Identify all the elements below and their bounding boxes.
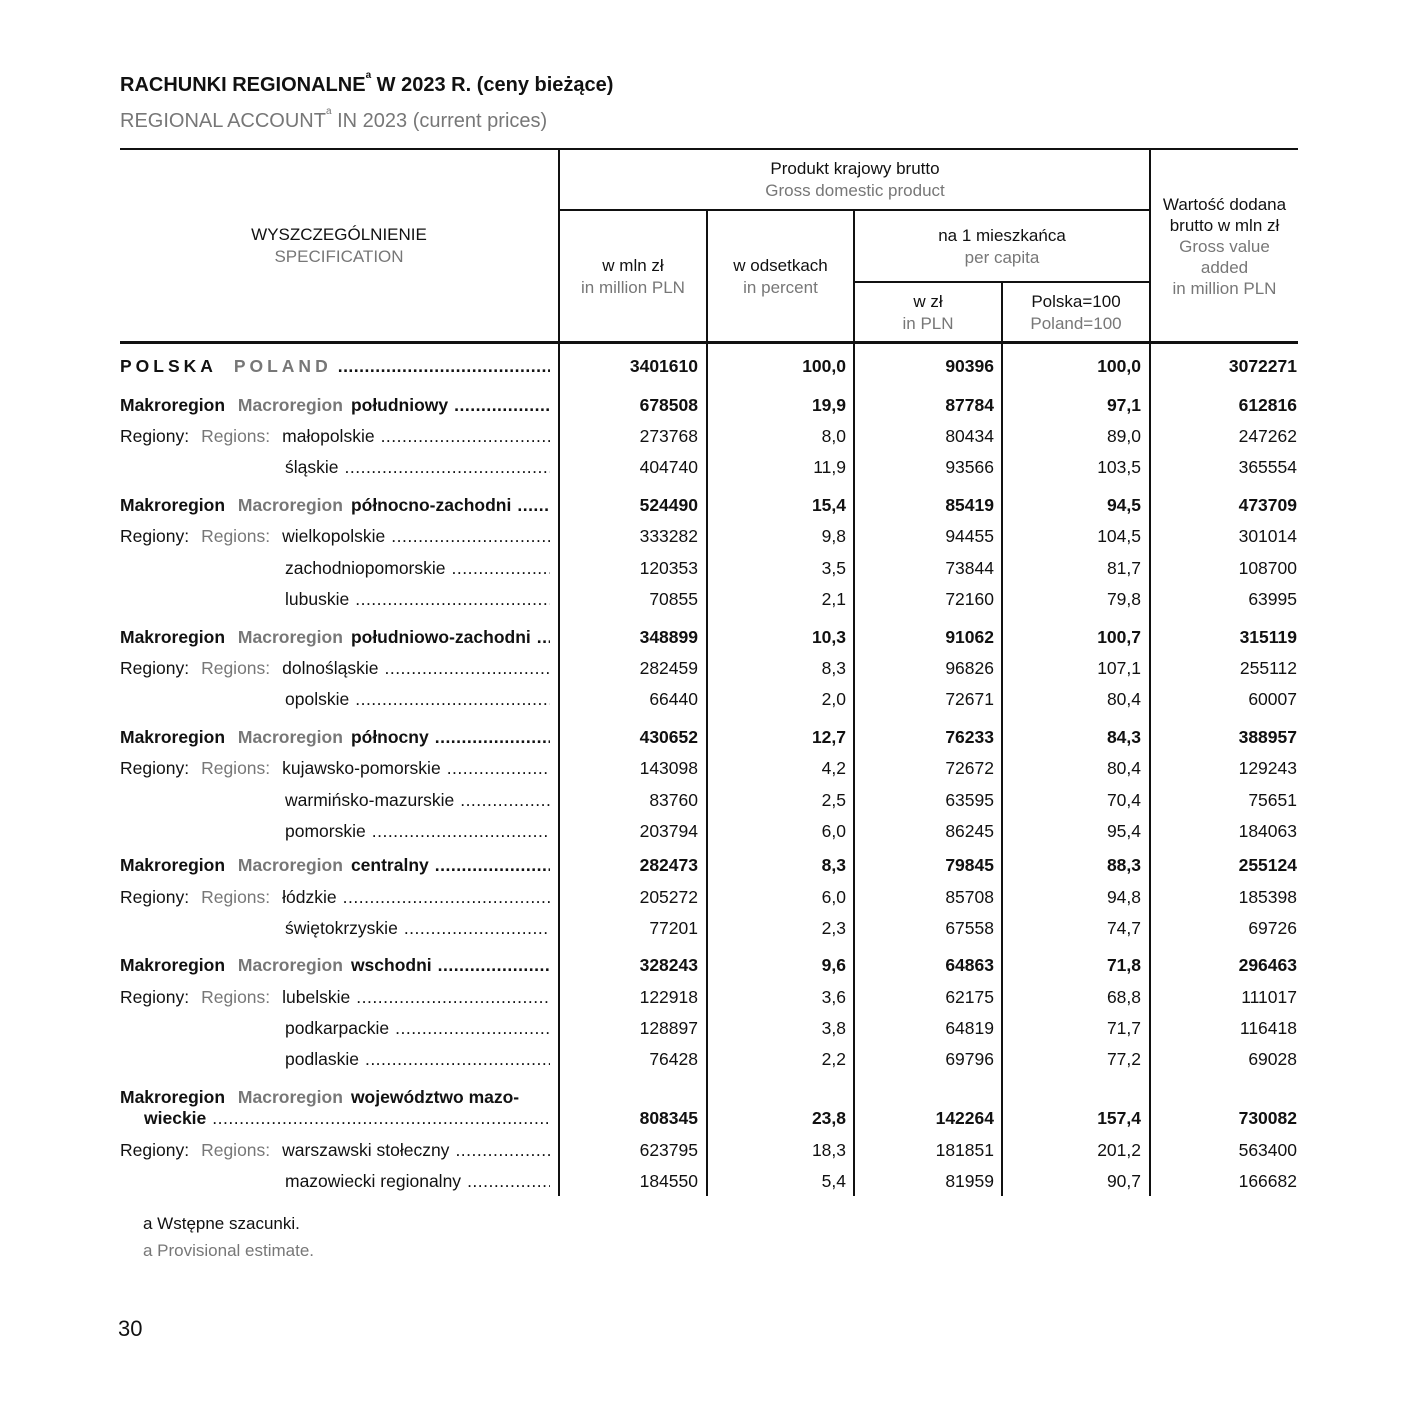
row-label (120, 689, 550, 710)
row-label-text (120, 821, 366, 842)
header-index: Polska=100 Poland=100 (1030, 292, 1122, 333)
region-name: południowo-zachodni (350, 627, 531, 647)
cell-value: 71,8 (1106, 955, 1141, 975)
label-polish: Regiony: (120, 758, 190, 778)
cell-value: 62175 (945, 987, 994, 1007)
label-english: Macroregion (237, 855, 343, 875)
cell-value: 66440 (649, 689, 698, 709)
leader-dots (381, 426, 550, 447)
label-english: Macroregion (237, 627, 343, 647)
row-label-text (120, 1171, 461, 1192)
cell-value: 623795 (639, 1140, 698, 1160)
footnote-english: a Provisional estimate. (143, 1241, 315, 1260)
cell-value: 10,3 (811, 627, 846, 647)
leader-dots (345, 457, 551, 478)
cell-value: 67558 (945, 918, 994, 938)
table-row (120, 821, 1298, 845)
table-row (120, 689, 1298, 713)
cell-value: 612816 (1238, 395, 1297, 415)
cell-value: 72672 (945, 758, 994, 778)
label-polish: Makroregion (120, 627, 226, 647)
region-name: centralny (350, 855, 429, 875)
cell-value: 64819 (945, 1018, 994, 1038)
cell-value: 143098 (639, 758, 698, 778)
table-row (120, 395, 1298, 419)
cell-value: 18,3 (811, 1140, 846, 1160)
table-row (120, 426, 1298, 450)
cell-value: 9,6 (821, 955, 846, 975)
label-polish: Makroregion (120, 855, 226, 875)
label-polish: Regiony: (120, 658, 190, 678)
row-label (120, 1018, 550, 1039)
leader-dots (452, 558, 550, 579)
leader-dots (372, 821, 550, 842)
cell-value: 255112 (1239, 658, 1297, 678)
region-name: zachodniopomorskie (285, 558, 446, 578)
cell-value: 93566 (945, 457, 994, 477)
row-label (120, 855, 550, 876)
table-row (120, 855, 1298, 879)
leader-dots (355, 689, 550, 710)
cell-value: 296463 (1238, 955, 1297, 975)
leader-dots (438, 955, 550, 976)
cell-value: 80434 (945, 426, 994, 446)
leader-dots (404, 918, 550, 939)
leader-dots (517, 495, 550, 516)
row-label-text (120, 790, 454, 811)
cell-value: 2,2 (821, 1049, 846, 1069)
cell-value: 96826 (945, 658, 994, 678)
region-name: północno-zachodni (350, 495, 512, 515)
label-english: Regions: (201, 526, 271, 546)
cell-value: 85419 (945, 495, 994, 515)
row-label-text (120, 356, 332, 377)
cell-value: 9,8 (821, 526, 846, 546)
label-polish: Makroregion (120, 955, 226, 975)
cell-value: 63995 (1248, 589, 1297, 609)
row-label (120, 887, 550, 908)
cell-value: 80,4 (1106, 758, 1141, 778)
header-pln: w zł in PLN (902, 292, 954, 333)
cell-value: 8,3 (821, 855, 846, 875)
row-label (120, 356, 550, 377)
row-label (120, 727, 550, 748)
cell-value: 111017 (1241, 987, 1297, 1007)
label-english: Macroregion (237, 955, 343, 975)
cell-value: 70,4 (1106, 790, 1141, 810)
row-label-text (120, 558, 446, 579)
header-gva: Wartość dodana brutto w mln zł Gross value added in million PLN (1162, 195, 1287, 298)
region-name: podlaskie (285, 1049, 359, 1069)
region-name: małopolskie (282, 426, 375, 446)
table-row (120, 1140, 1298, 1164)
leader-dots (435, 855, 550, 876)
leader-dots (467, 1171, 550, 1192)
cell-value: 328243 (639, 955, 698, 975)
region-name-continuation: wieckie (144, 1108, 207, 1128)
cell-value: 563400 (1238, 1140, 1297, 1160)
row-label (120, 495, 550, 516)
cell-value: 104,5 (1097, 526, 1141, 546)
row-label (120, 790, 550, 811)
leader-dots (454, 395, 550, 416)
cell-value: 103,5 (1097, 457, 1141, 477)
table-row (120, 790, 1298, 814)
region-name: łódzkie (282, 887, 337, 907)
row-label (120, 395, 550, 416)
table-row (120, 526, 1298, 550)
row-label (120, 589, 550, 610)
cell-value: 19,9 (811, 395, 846, 415)
cell-value: 64863 (945, 955, 994, 975)
label-polish: Regiony: (120, 1140, 190, 1160)
region-name: mazowiecki regionalny (285, 1171, 462, 1191)
cell-value: 333282 (639, 526, 698, 546)
cell-value: 157,4 (1097, 1108, 1141, 1128)
leader-dots (365, 1049, 550, 1070)
row-label (120, 1140, 550, 1161)
row-label-text (120, 526, 385, 547)
header-gdp: Produkt krajowy brutto Gross domestic product (765, 159, 945, 200)
region-name: opolskie (285, 689, 350, 709)
region-name: województwo mazo- (350, 1087, 520, 1107)
region-name: warszawski stołeczny (282, 1140, 450, 1160)
cell-value: 90,7 (1106, 1171, 1141, 1191)
header-bottom-rule (120, 341, 1298, 344)
cell-value: 60007 (1248, 689, 1297, 709)
label-english: Regions: (201, 1140, 271, 1160)
cell-value: 184550 (639, 1171, 698, 1191)
title-polish: RACHUNKI REGIONALNE$^a$ W 2023 R. (ceny bieżące) (120, 70, 614, 96)
cell-value: 120353 (639, 558, 698, 578)
label-polish: Makroregion (120, 395, 226, 415)
cell-value: 181851 (935, 1140, 994, 1160)
title-english: REGIONAL ACCOUNT$^a$ IN 2023 (current prices) (120, 106, 548, 132)
cell-value: 282459 (639, 658, 698, 678)
table-row (120, 457, 1298, 481)
region-name: kujawsko-pomorskie (282, 758, 441, 778)
row-label (120, 955, 550, 976)
row-label-text (120, 627, 531, 648)
cell-value: 81,7 (1106, 558, 1141, 578)
cell-value: 473709 (1238, 495, 1297, 515)
label-english: Macroregion (237, 395, 343, 415)
row-label (120, 1171, 550, 1192)
cell-value: 678508 (639, 395, 698, 415)
cell-value: 4,2 (821, 758, 846, 778)
row-label-text (120, 658, 378, 679)
cell-value: 808345 (639, 1108, 698, 1128)
cell-value: 730082 (1238, 1108, 1297, 1128)
cell-value: 3072271 (1228, 356, 1297, 376)
region-name: południowy (350, 395, 449, 415)
cell-value: 84,3 (1106, 727, 1141, 747)
header-percent: w odsetkach in percent (733, 256, 828, 297)
row-label (120, 627, 550, 648)
leader-dots (447, 758, 550, 779)
cell-value: 100,0 (1097, 356, 1141, 376)
region-name: północny (350, 727, 429, 747)
row-label-text (120, 495, 511, 516)
table-row (120, 1049, 1298, 1073)
cell-value: 348899 (639, 627, 698, 647)
cell-value: 100,7 (1097, 627, 1141, 647)
table-top-rule (120, 148, 1298, 150)
row-label-text (120, 887, 337, 908)
label-english: Regions: (201, 987, 271, 1007)
cell-value: 108700 (1238, 558, 1297, 578)
cell-value: 107,1 (1097, 658, 1141, 678)
header-per-capita: na 1 mieszkańca per capita (938, 226, 1066, 267)
label-polish: POLSKA (120, 356, 217, 376)
cell-value: 255124 (1238, 855, 1297, 875)
region-name: dolnośląskie (282, 658, 379, 678)
row-label-text (120, 1018, 389, 1039)
row-label-text (120, 955, 432, 976)
leader-dots (460, 790, 550, 811)
cell-value: 81959 (945, 1171, 994, 1191)
cell-value: 8,3 (821, 658, 846, 678)
cell-value: 524490 (639, 495, 698, 515)
cell-value: 85708 (945, 887, 994, 907)
table-row (120, 1087, 1298, 1132)
cell-value: 72160 (945, 589, 994, 609)
cell-value: 2,0 (821, 689, 846, 709)
cell-value: 73844 (945, 558, 994, 578)
row-label-text (120, 1087, 519, 1108)
label-polish: Regiony: (120, 887, 190, 907)
region-name: świętokrzyskie (285, 918, 398, 938)
row-label-text (120, 987, 350, 1008)
cell-value: 100,0 (802, 356, 846, 376)
leader-dots (212, 1108, 550, 1129)
cell-value: 86245 (945, 821, 994, 841)
cell-value: 201,2 (1097, 1140, 1141, 1160)
row-label (120, 426, 550, 447)
row-label (120, 987, 550, 1008)
label-english: POLAND (233, 356, 332, 376)
label-english: Macroregion (237, 495, 343, 515)
region-name: pomorskie (285, 821, 366, 841)
table-row (120, 987, 1298, 1011)
table-row (120, 918, 1298, 942)
cell-value: 282473 (639, 855, 698, 875)
cell-value: 63595 (945, 790, 994, 810)
row-label-text (120, 689, 349, 710)
row-label-text (120, 918, 398, 939)
label-polish: Regiony: (120, 426, 190, 446)
cell-value: 129243 (1238, 758, 1297, 778)
cell-value: 116418 (1239, 1018, 1297, 1038)
cell-value: 77,2 (1106, 1049, 1141, 1069)
label-polish: Makroregion (120, 495, 226, 515)
cell-value: 122918 (639, 987, 698, 1007)
label-english: Regions: (201, 887, 271, 907)
row-label-text (120, 589, 349, 610)
cell-value: 15,4 (811, 495, 846, 515)
cell-value: 68,8 (1106, 987, 1141, 1007)
cell-value: 184063 (1238, 821, 1297, 841)
row-label (120, 918, 550, 939)
region-name: wielkopolskie (282, 526, 386, 546)
table-row (120, 1171, 1298, 1195)
cell-value: 3401610 (629, 356, 698, 376)
cell-value: 2,1 (821, 589, 846, 609)
cell-value: 23,8 (811, 1108, 846, 1128)
cell-value: 5,4 (821, 1171, 846, 1191)
table-row (120, 727, 1298, 751)
cell-value: 80,4 (1106, 689, 1141, 709)
cell-value: 79845 (945, 855, 994, 875)
cell-value: 95,4 (1106, 821, 1141, 841)
cell-value: 69726 (1248, 918, 1297, 938)
label-english: Regions: (201, 758, 271, 778)
label-english: Regions: (201, 658, 271, 678)
cell-value: 89,0 (1106, 426, 1141, 446)
cell-value: 12,7 (811, 727, 846, 747)
cell-value: 404740 (639, 457, 698, 477)
label-polish: Makroregion (120, 727, 226, 747)
cell-value: 94,8 (1106, 887, 1141, 907)
row-label (120, 1049, 550, 1070)
leader-dots (435, 727, 550, 748)
cell-value: 203794 (639, 821, 698, 841)
cell-value: 2,5 (821, 790, 846, 810)
row-label-text (120, 457, 339, 478)
label-polish: Regiony: (120, 526, 190, 546)
cell-value: 3,8 (821, 1018, 846, 1038)
cell-value: 301014 (1238, 526, 1297, 546)
cell-value: 2,3 (821, 918, 846, 938)
leader-dots (338, 356, 550, 377)
region-name: podkarpackie (285, 1018, 390, 1038)
footnote-polish: a Wstępne szacunki. (143, 1214, 300, 1233)
cell-value: 142264 (935, 1108, 994, 1128)
leader-dots (455, 1140, 550, 1161)
leader-dots (356, 987, 550, 1008)
row-label-text (120, 758, 441, 779)
cell-value: 365554 (1238, 457, 1297, 477)
row-label (120, 558, 550, 579)
table-row (120, 589, 1298, 613)
cell-value: 388957 (1238, 727, 1297, 747)
row-label-continuation (144, 1108, 550, 1129)
row-label-text (120, 855, 429, 876)
cell-value: 430652 (639, 727, 698, 747)
page-number: 30 (118, 1316, 143, 1341)
label-english: Regions: (201, 426, 271, 446)
leader-dots (384, 658, 550, 679)
region-name: lubuskie (285, 589, 350, 609)
table-row (120, 887, 1298, 911)
cell-value: 247262 (1238, 426, 1297, 446)
table-row (120, 356, 1298, 380)
cell-value: 94,5 (1106, 495, 1141, 515)
label-polish: Regiony: (120, 987, 190, 1007)
cell-value: 72671 (945, 689, 994, 709)
row-label (120, 821, 550, 842)
cell-value: 94455 (945, 526, 994, 546)
table-row (120, 627, 1298, 651)
label-english: Macroregion (237, 727, 343, 747)
row-label (120, 1087, 550, 1108)
leader-dots (391, 526, 550, 547)
cell-value: 128897 (639, 1018, 698, 1038)
cell-value: 315119 (1239, 627, 1297, 647)
table-row (120, 955, 1298, 979)
table-row (120, 1018, 1298, 1042)
header-mln: w mln zł in million PLN (581, 256, 685, 297)
cell-value: 69028 (1248, 1049, 1297, 1069)
cell-value: 87784 (945, 395, 994, 415)
cell-value: 76233 (945, 727, 994, 747)
row-label (120, 457, 550, 478)
cell-value: 76428 (649, 1049, 698, 1069)
table-row (120, 495, 1298, 519)
cell-value: 205272 (639, 887, 698, 907)
cell-value: 97,1 (1106, 395, 1141, 415)
row-label (120, 526, 550, 547)
cell-value: 166682 (1238, 1171, 1297, 1191)
leader-dots (343, 887, 550, 908)
cell-value: 88,3 (1106, 855, 1141, 875)
row-label-text (120, 1140, 449, 1161)
row-label-text (120, 1049, 359, 1070)
cell-value: 6,0 (821, 821, 846, 841)
table-row (120, 558, 1298, 582)
row-label-text (120, 727, 429, 748)
cell-value: 74,7 (1106, 918, 1141, 938)
region-name: wschodni (350, 955, 432, 975)
cell-value: 185398 (1238, 887, 1297, 907)
row-label (120, 758, 550, 779)
cell-value: 71,7 (1106, 1018, 1141, 1038)
label-english: Macroregion (237, 1087, 343, 1107)
cell-value: 75651 (1248, 790, 1297, 810)
cell-value: 273768 (639, 426, 698, 446)
label-polish: Makroregion (120, 1087, 226, 1107)
cell-value: 6,0 (821, 887, 846, 907)
cell-value: 91062 (945, 627, 994, 647)
row-label-text (120, 395, 448, 416)
cell-value: 8,0 (821, 426, 846, 446)
table-row (120, 658, 1298, 682)
row-label (120, 658, 550, 679)
leader-dots (355, 589, 550, 610)
leader-dots (537, 627, 550, 648)
cell-value: 83760 (649, 790, 698, 810)
cell-value: 3,5 (821, 558, 846, 578)
table-row (120, 758, 1298, 782)
header-specification: WYSZCZEGÓLNIENIE SPECIFICATION (251, 225, 427, 266)
leader-dots (395, 1018, 550, 1039)
cell-value: 3,6 (821, 987, 846, 1007)
cell-value: 70855 (649, 589, 698, 609)
cell-value: 77201 (649, 918, 698, 938)
cell-value: 11,9 (813, 457, 846, 477)
cell-value: 79,8 (1106, 589, 1141, 609)
row-label-text (120, 426, 375, 447)
region-name: warmińsko-mazurskie (285, 790, 455, 810)
cell-value: 69796 (945, 1049, 994, 1069)
cell-value: 90396 (945, 356, 994, 376)
region-name: śląskie (285, 457, 339, 477)
region-name: lubelskie (282, 987, 351, 1007)
